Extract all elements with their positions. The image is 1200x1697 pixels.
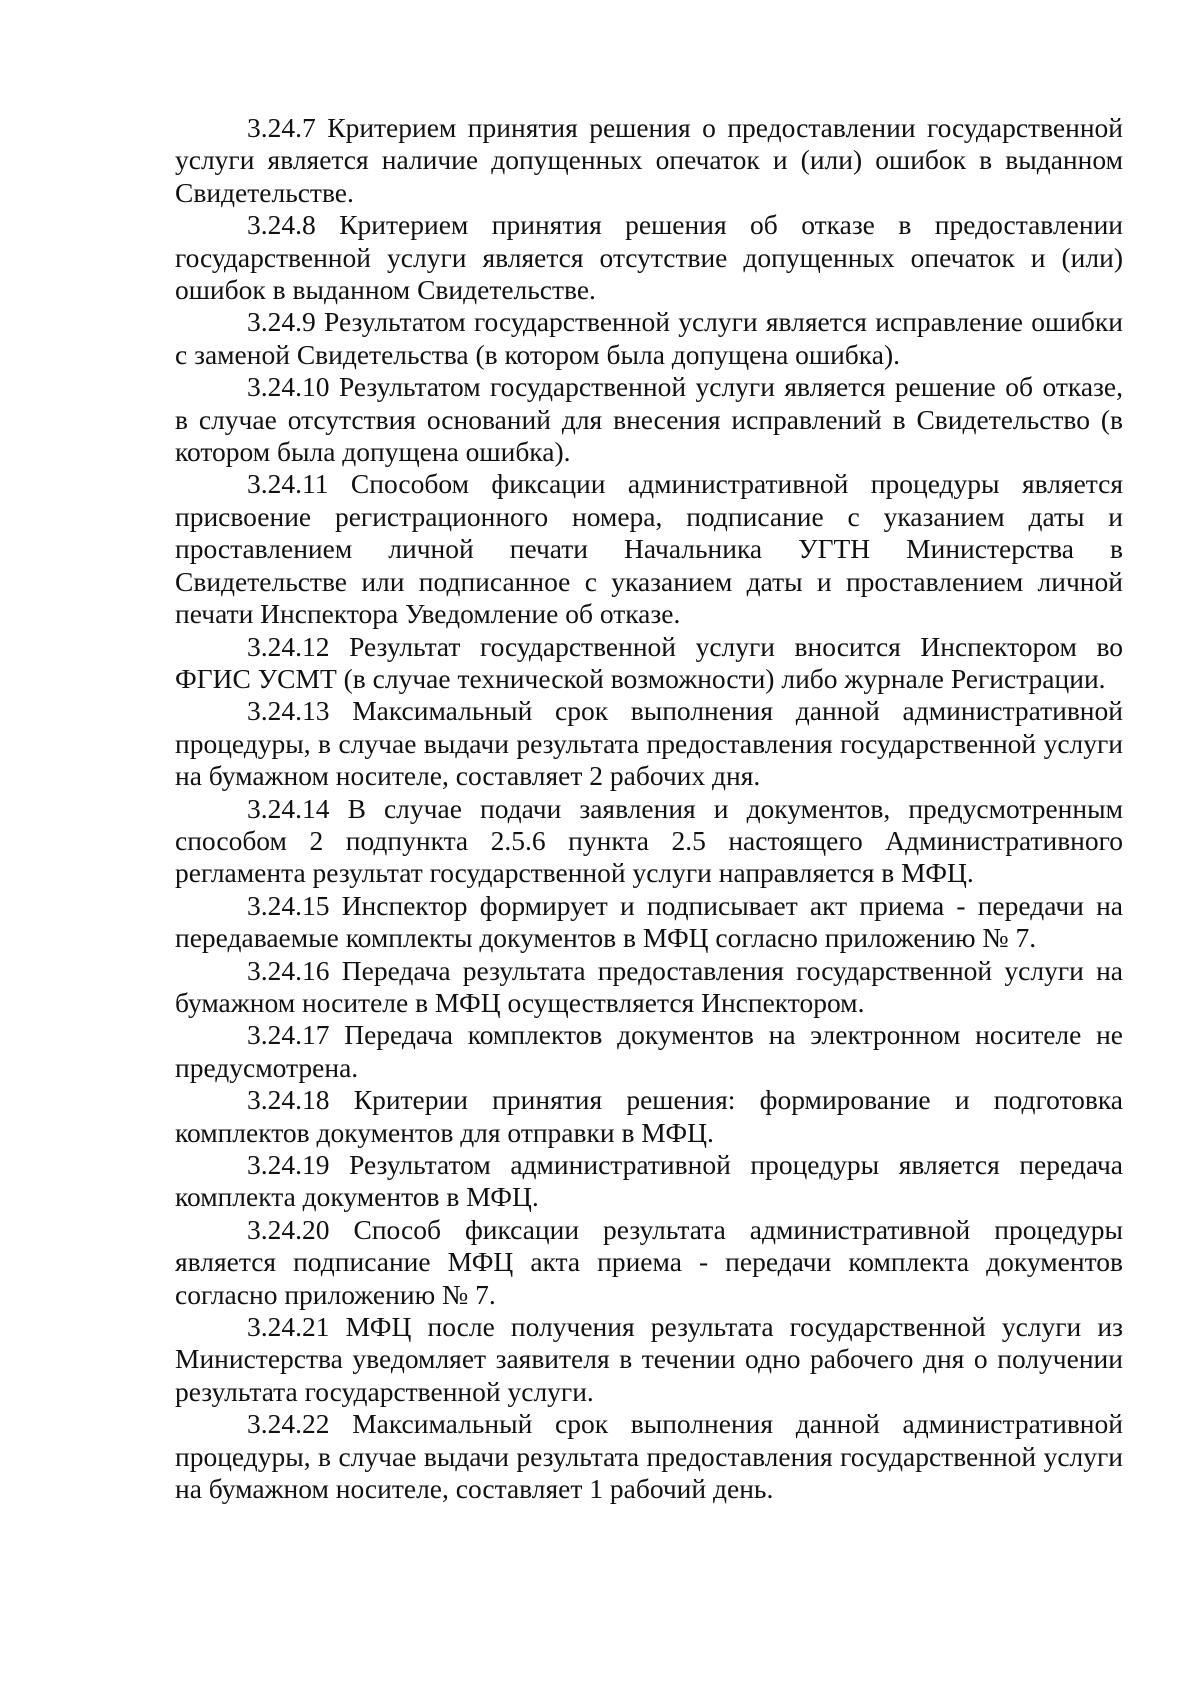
- paragraph-3-24-13: 3.24.13 Максимальный срок выполнения данной административной процедуры, в случае выдачи результата предоставления государственной услуги на бумажном носителе, составляет 2 рабочих дня.: [175, 695, 1123, 792]
- paragraph-3-24-17: 3.24.17 Передача комплектов документов на электронном носителе не предусмотрена.: [175, 1019, 1123, 1083]
- paragraph-3-24-8: 3.24.8 Критерием принятия решения об отказе в предоставлении государственной услуги является отсутствие допущенных опечаток и (или) ошибок в выданном Свидетельстве.: [175, 209, 1123, 306]
- document-page: [175, 112, 1123, 1505]
- paragraph-3-24-11: 3.24.11 Способом фиксации административной процедуры является присвоение регистрационного номера, подписание с указанием даты и проставлением личной печати Начальника УГТН Министерства в Свидетельстве или подписанное с указанием даты и проставлением личной печати Инспектора Уведомление об отказе.: [175, 468, 1123, 630]
- paragraph-3-24-19: 3.24.19 Результатом административной процедуры является передача комплекта документов в МФЦ.: [175, 1149, 1123, 1213]
- paragraph-3-24-21: 3.24.21 МФЦ после получения результата государственной услуги из Министерства уведомляет заявителя в течении одно рабочего дня о получении результата государственной услуги.: [175, 1311, 1123, 1407]
- paragraph-3-24-16: 3.24.16 Передача результата предоставления государственной услуги на бумажном носителе в МФЦ осуществляется Инспектором.: [175, 954, 1123, 1018]
- paragraph-3-24-22: 3.24.22 Максимальный срок выполнения данной административной процедуры, в случае выдачи результата предоставления государственной услуги на бумажном носителе, составляет 1 рабочий день.: [175, 1408, 1123, 1505]
- paragraph-3-24-10: 3.24.10 Результатом государственной услуги является решение об отказе, в случае отсутствия оснований для внесения исправлений в Свидетельство (в котором была допущена ошибка).: [175, 371, 1123, 468]
- paragraph-3-24-20: 3.24.20 Способ фиксации результата административной процедуры является подписание МФЦ акта приема - передачи комплекта документов согласно приложению № 7.: [175, 1213, 1123, 1310]
- paragraph-3-24-14: 3.24.14 В случае подачи заявления и документов, предусмотренным способом 2 подпункта 2.5.6 пункта 2.5 настоящего Административного регламента результат государственной услуги направляется в МФЦ.: [175, 792, 1123, 889]
- paragraph-3-24-7: 3.24.7 Критерием принятия решения о предоставлении государственной услуги является наличие допущенных опечаток и (или) ошибок в выданном Свидетельстве.: [175, 112, 1123, 208]
- paragraph-3-24-9: 3.24.9 Результатом государственной услуги является исправление ошибки с заменой Свидетельства (в котором была допущена ошибка).: [175, 306, 1123, 370]
- paragraph-3-24-15: 3.24.15 Инспектор формирует и подписывает акт приема - передачи на передаваемые комплекты документов в МФЦ согласно приложению № 7.: [175, 889, 1123, 954]
- paragraph-3-24-18: 3.24.18 Критерии принятия решения: формирование и подготовка комплектов документов для отправки в МФЦ.: [175, 1084, 1123, 1148]
- paragraph-3-24-12: 3.24.12 Результат государственной услуги вносится Инспектором во ФГИС УСМТ (в случае технической возможности) либо журнале Регистрации.: [175, 630, 1123, 694]
